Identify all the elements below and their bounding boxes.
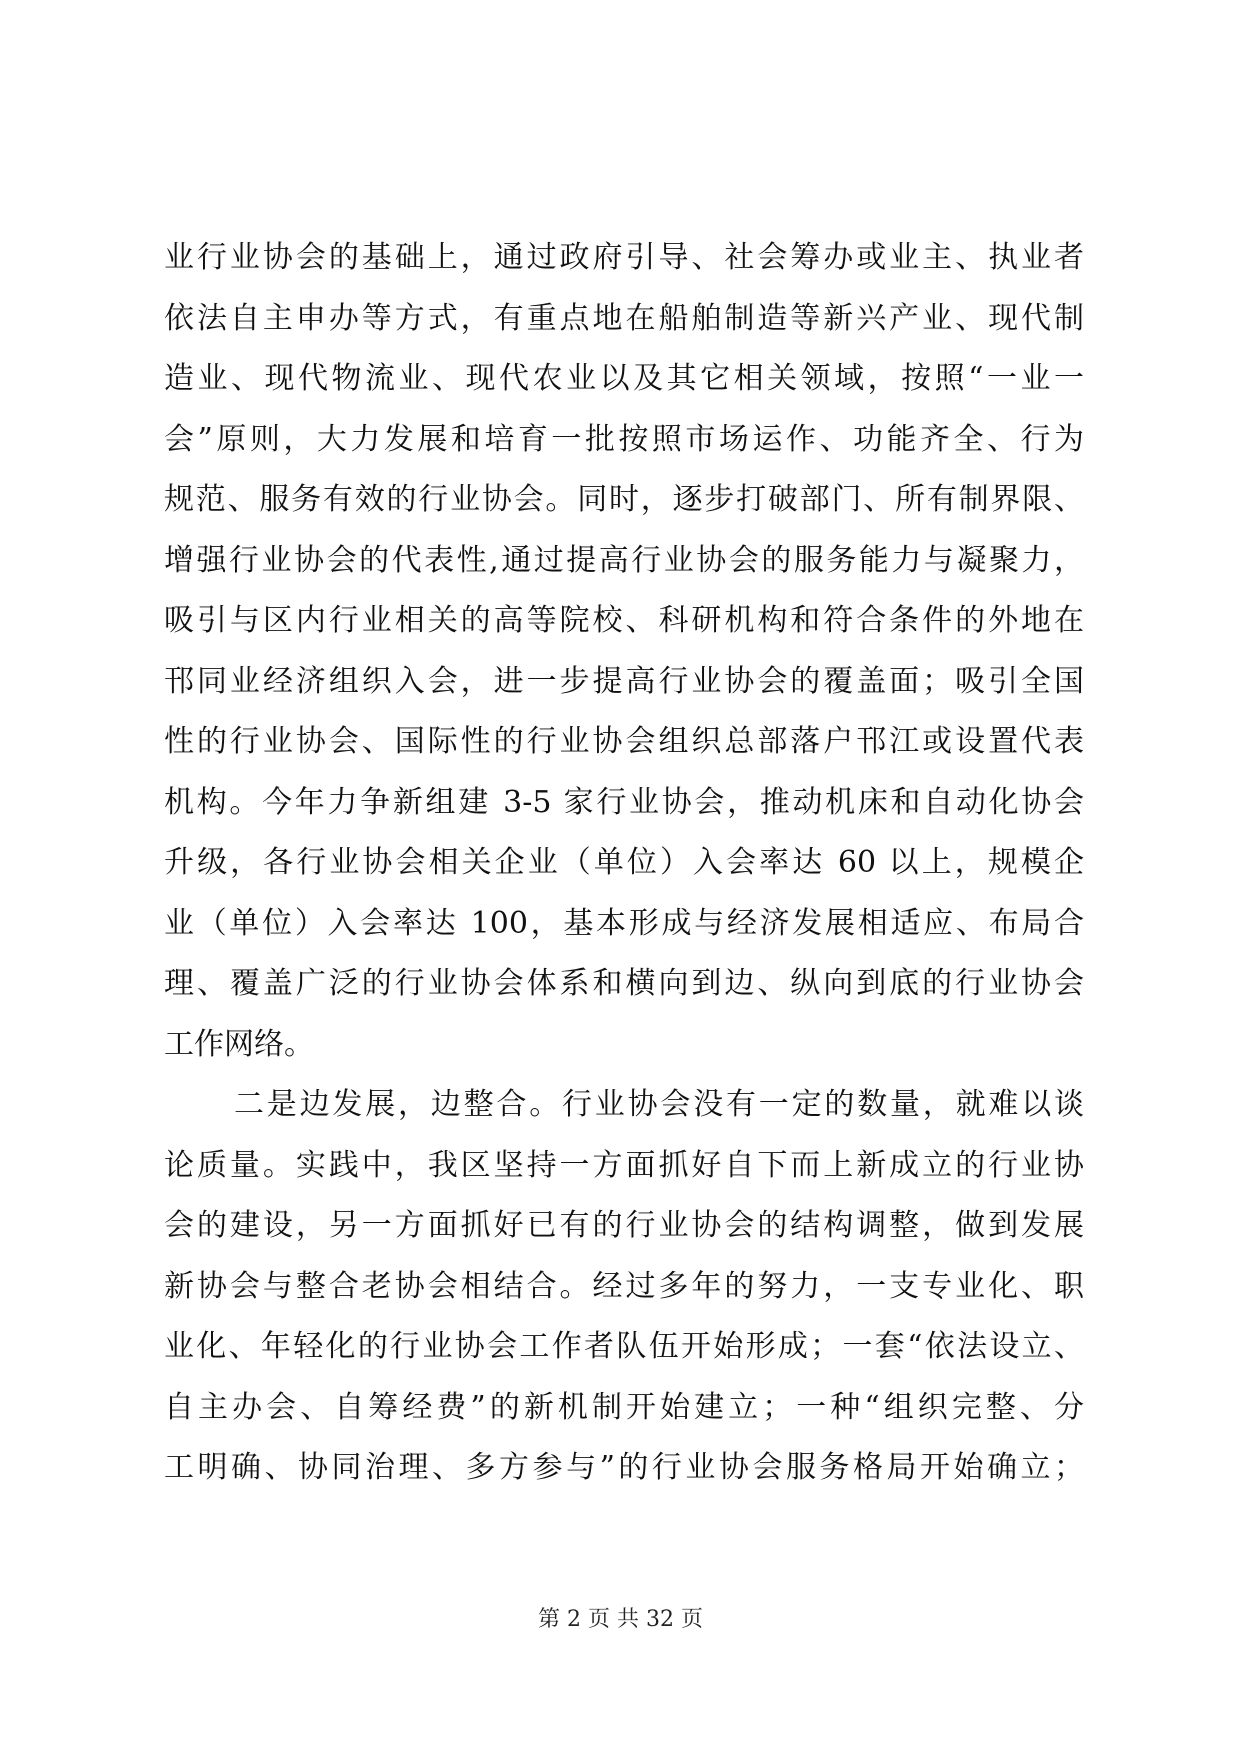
text-line: 新协会与整合老协会相结合。经过多年的努力，一支专业化、职 (164, 1268, 1084, 1304)
text-line: 会的建设，另一方面抓好已有的行业协会的结构调整，做到发展 (164, 1208, 1084, 1243)
text-line: 工作网络。 (164, 1026, 314, 1062)
text-line: 自主办会、自筹经费”的新机制开始建立；一种“组织完整、分 (164, 1389, 1084, 1425)
body-text (164, 228, 1084, 1499)
text-line: 性的行业协会、国际性的行业协会组织总部落户邗江或设置代表 (164, 724, 1084, 759)
text-line: 升级，各行业协会相关企业（单位）入会率达 60 以上，规模企 (164, 845, 1084, 880)
paragraph-first-line: 二是边发展，边整合。行业协会没有一定的数量，就难以谈 (234, 1087, 1084, 1122)
text-line: 工明确、协同治理、多方参与”的行业协会服务格局开始确立； (164, 1450, 1084, 1485)
text-line: 业化、年轻化的行业协会工作者队伍开始形成；一套“依法设立、 (164, 1329, 1084, 1364)
text-line: 造业、现代物流业、现代农业以及其它相关领域，按照“一业一 (164, 361, 1084, 396)
text-line: 业（单位）入会率达 100，基本形成与经济发展相适应、布局合 (164, 905, 1084, 941)
text-line: 邗同业经济组织入会，进一步提高行业协会的覆盖面；吸引全国 (164, 663, 1084, 699)
text-line: 论质量。实践中，我区坚持一方面抓好自下而上新成立的行业协 (164, 1147, 1084, 1183)
text-line: 依法自主申办等方式，有重点地在船舶制造等新兴产业、现代制 (164, 300, 1084, 336)
text-line: 增强行业协会的代表性,通过提高行业协会的服务能力与凝聚力， (164, 542, 1084, 578)
text-line: 业行业协会的基础上，通过政府引导、社会筹办或业主、执业者 (164, 240, 1084, 275)
page-number-footer: 第 2 页 共 32 页 (538, 1607, 703, 1632)
text-line: 会”原则，大力发展和培育一批按照市场运作、功能齐全、行为 (164, 421, 1084, 457)
text-line: 吸引与区内行业相关的高等院校、科研机构和符合条件的外地在 (164, 603, 1084, 638)
text-line: 规范、服务有效的行业协会。同时，逐步打破部门、所有制界限、 (164, 482, 1084, 517)
text-line: 机构。今年力争新组建 3-5 家行业协会，推动机床和自动化协会 (164, 784, 1084, 820)
text-line: 理、覆盖广泛的行业协会体系和横向到边、纵向到底的行业协会 (164, 966, 1084, 1001)
